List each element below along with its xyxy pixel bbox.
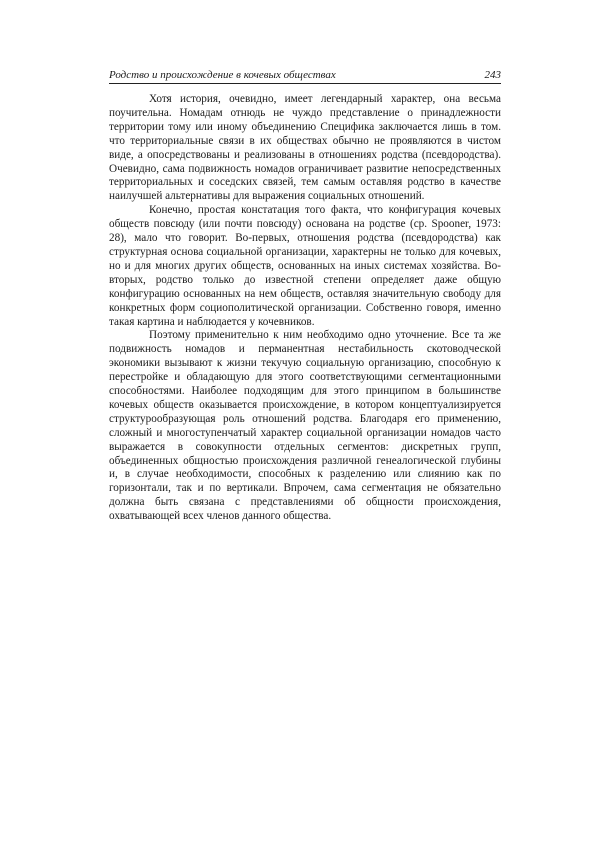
body-text: [109, 93, 501, 524]
running-header: [109, 67, 501, 84]
paragraph-2: Конечно, простая констатация того факта, что конфигурация кочевых обществ повсюду (или почти повсюду) основана на родстве (ср. Spooner, 1973: 28), мало что говорит. Во-первых, отношения родства (псевдородства) как структурная основа социальной организации, характерны не только для кочевых, но и для многих других обществ, основанных на иных системах хозяйства. Во-вторых, родство только до известной степени определяет даже общую конфигурацию основанных на нем обществ, оставляя значительную свободу для конкретных форм социополитической организации. Собственно говоря, именно такая картина и наблюдается у кочевников.: [109, 204, 501, 328]
paragraph-1: Хотя история, очевидно, имеет легендарный характер, она весьма поучительна. Номадам отнюдь не чуждо представление о принадлежности территории тому или иному объединению Специфика заключается лишь в том. что территориальные связи в их обществах обычно не проявляются в чистом виде, а опосредствованы и реализованы в отношениях родства (псевдородства). Очевидно, сама подвижность номадов ограничивает развитие непосредственных территориальных и соседских связей, тем самым оставляя родство в качестве наилучшей альтернативы для выражения социальных отношений.: [109, 93, 501, 203]
page-number: 243: [484, 69, 501, 81]
running-header-title: Родство и происхождение в кочевых обществах: [109, 69, 336, 81]
paragraph-3: Поэтому применительно к ним необходимо одно уточнение. Все та же подвижность номадов и перманентная нестабильность скотоводческой экономики вызывают к жизни текучую социальную организацию, способную к перестройке и обладающую для этого соответствующими сегментационными способностями. Наиболее подходящим для этого принципом в большинстве кочевых обществ оказывается происхождение, в котором концептуализируется структурообразующая роль отношений родства. Благодаря его применению, сложный и многоступенчатый характер социальной организации номадов часто выражается в совокупности отдельных сегментов: дискретных групп, объединенных общностью происхождения различной генеалогической глубины и, в случае необходимости, способных к разделению или слиянию как по горизонтали, так и по вертикали. Впрочем, сама сегментация не обязательно должна быть связана с представлениями об общности происхождения, охватывающей всех членов данного общества.: [109, 329, 501, 523]
